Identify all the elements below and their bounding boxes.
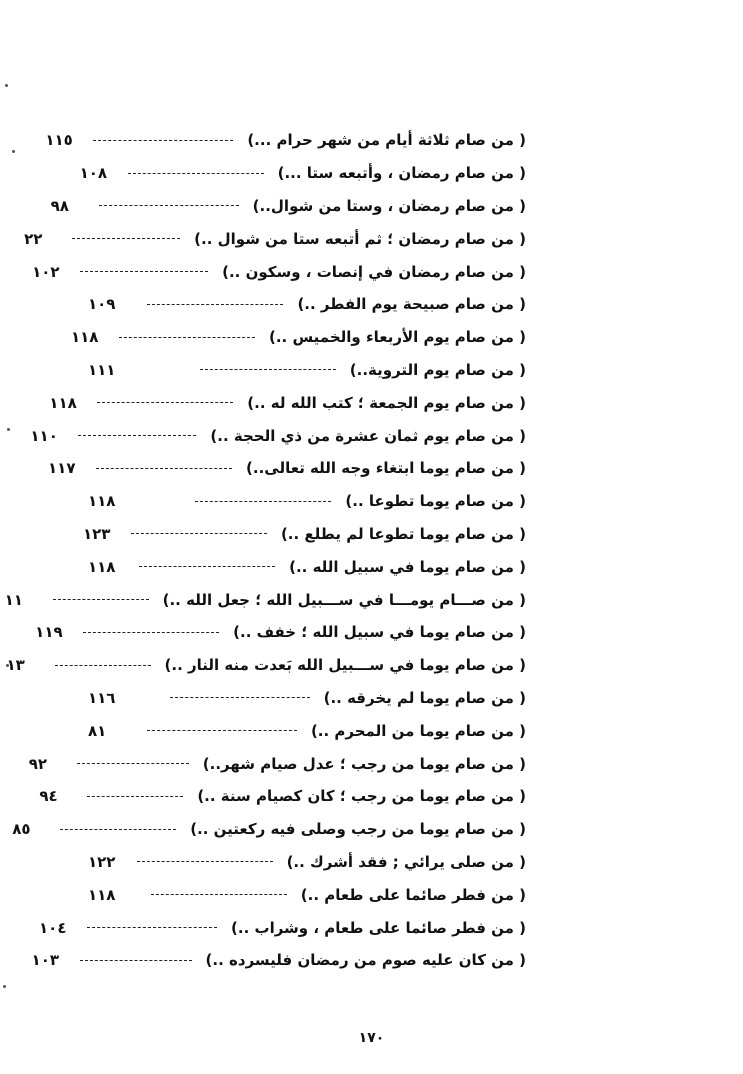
entry-page-number: ١١٨ (88, 885, 116, 904)
dotted-leader (128, 173, 264, 174)
index-entry (49, 386, 526, 419)
index-entry (4, 583, 526, 616)
dotted-leader (72, 238, 180, 239)
page-number: ١٧٠ (358, 1030, 385, 1046)
dotted-leader (131, 533, 267, 534)
dotted-leader (60, 829, 176, 830)
entry-text: ( من صام يوما تطوعا لم يطلع ..) (280, 524, 526, 543)
entry-text: ( من صـــام يومـــا في ســـبيل الله ؛ جعل الله ..) (162, 590, 526, 609)
scan-speck (3, 985, 6, 988)
index-entry (82, 518, 526, 551)
entry-page-number: ١١١ (88, 360, 116, 379)
entry-text: ( من صام يوما تطوعا ..) (345, 492, 526, 511)
index-entry (88, 354, 526, 387)
entry-text: ( من صام يوما من المحرم ..) (310, 721, 526, 740)
entry-page-number: ١١٨ (88, 557, 116, 576)
entry-page-number: ١٠٢ (32, 262, 60, 281)
index-entry (12, 813, 526, 846)
entry-text: ( من صام ثلاثة أيام من شهر حرام ...) (247, 131, 526, 150)
index-entry-list (4, 124, 526, 977)
dotted-leader (87, 927, 217, 928)
index-entry (39, 780, 526, 813)
entry-page-number: ١١ (4, 590, 23, 609)
index-entry (45, 124, 526, 157)
index-entry (88, 846, 526, 879)
dotted-leader (200, 369, 336, 370)
entry-page-number: ١٠٣ (31, 951, 60, 970)
entry-page-number: ٨٥ (12, 820, 31, 839)
index-entry (31, 944, 526, 977)
entry-text: ( من صام يوما في ســـبيل الله بَعدت منه النار ..) (164, 656, 526, 675)
dotted-leader (170, 697, 310, 698)
entry-page-number: ١١٨ (88, 492, 116, 511)
entry-page-number: ٩٨ (50, 196, 69, 215)
index-entry (35, 616, 526, 649)
index-entry (6, 649, 526, 682)
index-entry (88, 485, 526, 518)
dotted-leader (80, 960, 192, 961)
entry-page-number: ١١٨ (49, 393, 77, 412)
dotted-leader (151, 894, 287, 895)
index-entry (32, 255, 526, 288)
entry-page-number: ١٠٩ (88, 295, 116, 314)
index-entry (79, 157, 526, 190)
index-entry (24, 222, 526, 255)
dotted-leader (77, 763, 189, 764)
dotted-leader (147, 730, 297, 731)
dotted-leader (78, 435, 196, 436)
entry-text: ( من صام صبيحة يوم الفطر ..) (297, 295, 526, 314)
dotted-leader (87, 796, 183, 797)
entry-text: ( من صام يوما في سبيل الله ..) (289, 557, 526, 576)
index-entry (70, 321, 526, 354)
entry-text: ( من صام يوم التروية..) (349, 360, 526, 379)
index-entry (39, 911, 526, 944)
index-entry (88, 550, 526, 583)
entry-page-number: ١١٩ (35, 623, 63, 642)
dotted-leader (96, 468, 232, 469)
index-entry (50, 190, 526, 223)
dotted-leader (55, 665, 151, 666)
entry-text: ( من صام يوم الأربعاء والخميس ..) (268, 328, 526, 347)
scan-speck (7, 428, 10, 431)
dotted-leader (93, 140, 233, 141)
entry-text: ( من صام يوما لم يخرقه ..) (323, 688, 526, 707)
dotted-leader (53, 599, 149, 600)
index-entry (30, 419, 526, 452)
index-entry (88, 714, 526, 747)
dotted-leader (195, 501, 331, 502)
entry-page-number: ١٢٢ (88, 852, 116, 871)
entry-page-number: ١٣ (6, 656, 25, 675)
dotted-leader (137, 861, 273, 862)
entry-text: ( من فطر صائما على طعام ، وشراب ..) (231, 918, 526, 937)
entry-text: ( من صام يوم الجمعة ؛ كتب الله له ..) (247, 393, 526, 412)
entry-page-number: ١٠٤ (39, 918, 67, 937)
scan-speck (12, 150, 15, 153)
index-entry (88, 682, 526, 715)
dotted-leader (119, 337, 255, 338)
entry-text: ( من صلى يرائي ; فقد أشرك ..) (286, 852, 526, 871)
index-entry (88, 878, 526, 911)
entry-text: ( من كان عليه صوم من رمضان فليسرده ..) (205, 951, 526, 970)
dotted-leader (83, 632, 219, 633)
entry-page-number: ٩٤ (39, 787, 58, 806)
entry-page-number: ١٠٨ (79, 164, 108, 183)
entry-page-number: ١١٦ (88, 688, 116, 707)
dotted-leader (97, 402, 233, 403)
dotted-leader (139, 566, 275, 567)
entry-page-number: ١١٥ (45, 131, 73, 150)
entry-page-number: ١٢٣ (82, 524, 111, 543)
entry-text: ( من صام يوما ابتغاء وجه الله تعالى..) (246, 459, 526, 478)
entry-text: ( من صام يوم ثمان عشرة من ذي الحجة ..) (210, 426, 526, 445)
index-entry (88, 288, 526, 321)
index-entry (48, 452, 526, 485)
entry-page-number: ٩٢ (28, 754, 48, 773)
entry-text: ( من صام يوما من رجب وصلى فيه ركعتين ..) (190, 820, 526, 839)
entry-text: ( من صام يوما في سبيل الله ؛ خفف ..) (233, 623, 526, 642)
scan-speck (5, 84, 8, 87)
entry-text: ( من صام رمضان ، وستا من شوال..) (252, 196, 526, 215)
entry-text: ( من صام يوما من رجب ؛ عدل صيام شهر..) (202, 754, 526, 773)
entry-page-number: ٢٢ (24, 229, 43, 248)
entry-text: ( من صام يوما من رجب ؛ كان كصيام سنة ..) (197, 787, 526, 806)
entry-page-number: ١١٠ (30, 426, 58, 445)
entry-text: ( من صام رمضان في إنصات ، وسكون ..) (222, 262, 526, 281)
entry-page-number: ١١٨ (70, 328, 99, 347)
dotted-leader (80, 271, 208, 272)
entry-page-number: ١١٧ (48, 459, 76, 478)
entry-text: ( من صام رمضان ، وأتبعه ستا ...) (277, 164, 526, 183)
dotted-leader (147, 304, 283, 305)
dotted-leader (99, 205, 239, 206)
entry-text: ( من صام رمضان ؛ ثم أتبعه ستا من شوال ..) (194, 229, 526, 248)
index-entry (28, 747, 526, 780)
entry-text: ( من فطر صائما على طعام ..) (300, 885, 526, 904)
entry-page-number: ٨١ (88, 721, 107, 740)
